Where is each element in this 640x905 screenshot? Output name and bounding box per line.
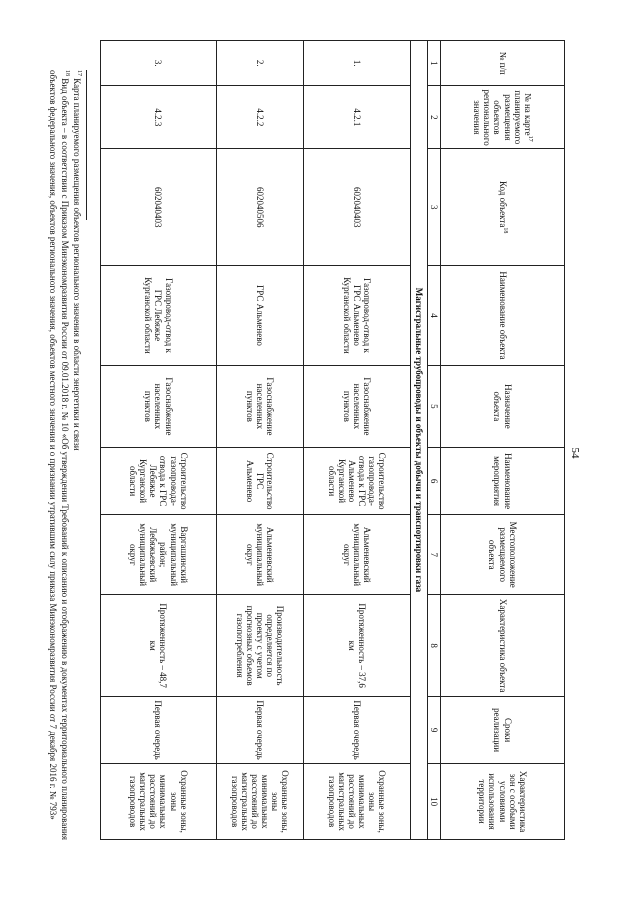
row-zone: Охранные зоны, зоны минимальных расстояний до магистральных газопроводов (216, 764, 303, 840)
page-number: 54 (569, 447, 581, 459)
table-row (303, 41, 410, 840)
footnote-text: Вид объекта – в соответствии с Приказом Минэкономразвития России от 09.01.2018 г. № 10 «Об утверждении Требований к описанию и отображению в документах территориального планирования объектов федерального значения, объектов регионального значения, объектов местного значения и о признании утратившим силу приказа Минэкономразвития России от 7 декабря 2016 г. № 793» (48, 70, 70, 841)
row-zone: Охранные зоны, зоны минимальных расстояний до магистральных газопроводов (303, 764, 410, 840)
row-purpose: Газоснабжение населенных пунктов (216, 365, 303, 447)
header-event: Наименование мероприятия (441, 448, 565, 515)
header-map-num-rest: планируемого размещения объектов регионального значения (472, 89, 523, 146)
section-row (411, 41, 428, 840)
row-code: 602040506 (216, 149, 303, 266)
row-event: Строительство газопровода-отвода к ГРС Альменево Курганской области (303, 448, 410, 515)
column-number-row (427, 41, 440, 840)
header-location: Местоположение размещаемого объекта (441, 515, 565, 595)
footnote-list (47, 70, 82, 840)
header-zone: Характеристика зон с особыми условиями использования территории (441, 764, 565, 840)
header-characteristic: Характеристика объекта (441, 595, 565, 697)
row-location: Варгашинский муниципальный район; Лебяжьевский муниципальный округ (101, 515, 217, 595)
row-purpose: Газоснабжение населенных пунктов (303, 365, 410, 447)
column-number: 6 (427, 448, 440, 515)
header-map-num-sup: 17 (526, 135, 533, 142)
footnote-text: Карта планируемого размещения объектов регионального значения в области энергетики и связи (72, 78, 82, 451)
column-number: 5 (427, 365, 440, 447)
row-terms: Первая очередь (216, 697, 303, 764)
row-map-num: 4.2.1 (303, 86, 410, 149)
row-num: 3. (101, 41, 217, 86)
header-name: Наименование объекта (441, 266, 565, 366)
row-terms: Первая очередь (303, 697, 410, 764)
footnote-number: 18 (63, 70, 70, 76)
column-number: 2 (427, 86, 440, 149)
column-number: 1 (427, 41, 440, 86)
rotated-page-content (45, 40, 565, 840)
regional-objects-table (100, 40, 565, 840)
footnote-divider (86, 70, 87, 220)
footnote (47, 70, 70, 840)
row-name: ГРС Альменево (216, 266, 303, 366)
row-characteristic: Производительность определяется по проекту с учетом прогнозных объемов газопотребления (216, 595, 303, 697)
header-num: № п/п (441, 41, 565, 86)
row-code: 602040403 (303, 149, 410, 266)
row-event: Строительство ГРС Альменево (216, 448, 303, 515)
header-purpose: Назначение объекта (441, 365, 565, 447)
header-code-sup: 18 (501, 227, 508, 234)
row-location: Альменевский муниципальный округ (216, 515, 303, 595)
column-number: 10 (427, 764, 440, 840)
section-title: Магистральные трубопроводы и объекты добычи и транспортировки газа (411, 41, 428, 840)
table-row (216, 41, 303, 840)
row-purpose: Газоснабжение населенных пунктов (101, 365, 217, 447)
table-row (101, 41, 217, 840)
row-location: Альменевский муниципальный округ (303, 515, 410, 595)
table-header-row (441, 41, 565, 840)
row-name: Газопровод-отвод к ГРС Альменево Курганской области (303, 266, 410, 366)
column-number: 7 (427, 515, 440, 595)
row-event: Строительство газопровода-отвода к ГРС Лебяжье Курганской области (101, 448, 217, 515)
row-characteristic: Протяженность – 48,7 км (101, 595, 217, 697)
footnote (71, 70, 82, 840)
row-num: 2. (216, 41, 303, 86)
header-map-num-text: № на карте (522, 93, 533, 136)
column-number: 8 (427, 595, 440, 697)
header-code-text: Код объекта (497, 181, 508, 228)
column-number: 4 (427, 266, 440, 366)
column-number: 9 (427, 697, 440, 764)
header-map-num (441, 86, 565, 149)
column-number: 3 (427, 149, 440, 266)
footnotes (46, 70, 87, 840)
row-map-num: 4.2.3 (101, 86, 217, 149)
row-map-num: 4.2.2 (216, 86, 303, 149)
header-terms: Сроки реализации (441, 697, 565, 764)
footnote-number: 17 (76, 70, 82, 76)
row-code: 602040403 (101, 149, 217, 266)
header-code (441, 149, 565, 266)
row-num: 1. (303, 41, 410, 86)
row-terms: Первая очередь (101, 697, 217, 764)
row-name: Газопровод-отвод к ГРС Лебяжье Курганской области (101, 266, 217, 366)
row-zone: Охранные зоны, зоны минимальных расстояний до магистральных газопроводов (101, 764, 217, 840)
row-characteristic: Протяженность – 37,6 км (303, 595, 410, 697)
